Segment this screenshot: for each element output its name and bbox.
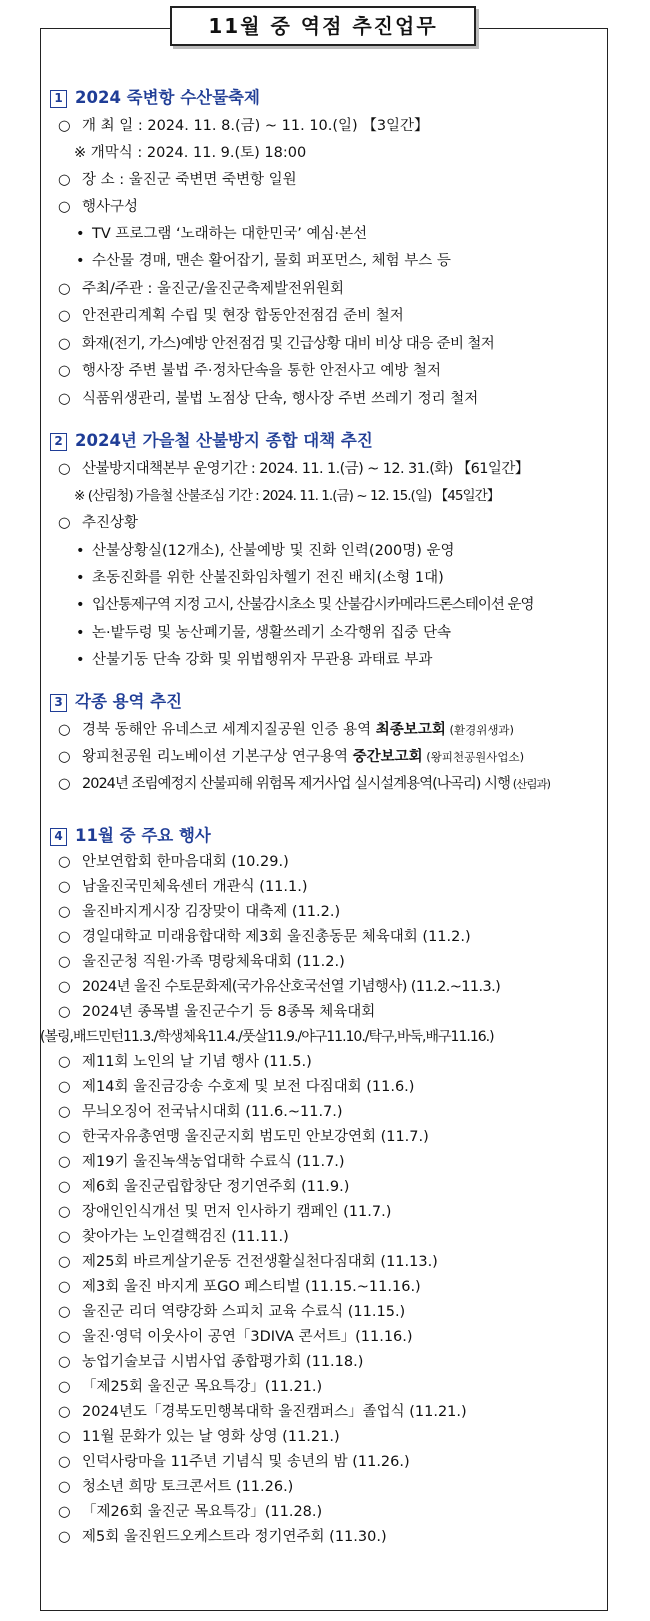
list-item-text: 울진·영덕 이웃사이 공연「3DIVA 콘서트」(11.16.) (82, 1329, 413, 1345)
list-item-text: 2024년도「경북도민행복대학 울진캠퍼스」졸업식 (11.21.) (82, 1404, 467, 1420)
list-item-text: 화재(전기, 가스)예방 안전점검 및 긴급상황 대비 비상 대응 준비 철저 (82, 336, 495, 352)
circle-marker: ○ (58, 1079, 71, 1095)
circle-marker: ○ (58, 1004, 71, 1020)
section-heading (50, 431, 373, 451)
bullet-marker: • (76, 625, 85, 641)
list-item-text: 추진상황 (82, 515, 139, 531)
list-item-note: (환경위생과) (445, 723, 515, 737)
list-item (58, 513, 138, 533)
list-item-text: 제14회 울진금강송 수호제 및 보전 다짐대회 (11.6.) (82, 1079, 415, 1095)
circle-marker: ○ (58, 461, 71, 477)
circle-marker: ○ (58, 172, 71, 188)
list-item-text: 제5회 울진윈드오케스트라 정기연주회 (11.30.) (82, 1529, 387, 1545)
circle-marker: ○ (58, 1454, 71, 1470)
list-item-text: 찾아가는 노인결핵검진 (11.11.) (82, 1229, 289, 1245)
circle-marker: ○ (58, 722, 71, 738)
list-item-text: 울진바지게시장 김장맞이 대축제 (11.2.) (82, 904, 341, 920)
circle-marker: ○ (58, 979, 71, 995)
note-item (74, 143, 306, 163)
list-item-text: 울진군청 직원·가족 명랑체육대회 (11.2.) (82, 954, 345, 970)
circle-marker: ○ (58, 1379, 71, 1395)
section-number: 4 (50, 828, 67, 846)
list-item-text: 제25회 바르게살기운동 건전생활실천다짐대회 (11.13.) (82, 1254, 438, 1270)
list-item-text: 개 최 일 : 2024. 11. 8.(금) ~ 11. 10.(일) 【3일간】 (82, 118, 429, 134)
list-item (58, 1002, 375, 1022)
bullet-marker: • (76, 226, 85, 242)
list-item (58, 720, 514, 740)
list-item (58, 1452, 410, 1472)
list-item-text: 인덕사랑마을 11주년 기념식 및 송년의 밤 (11.26.) (82, 1454, 410, 1470)
list-item-text: 장애인인식개선 및 먼저 인사하기 캠페인 (11.7.) (82, 1204, 392, 1220)
bullet-item (76, 568, 444, 588)
list-item-text: 제6회 울진군립합창단 정기연주회 (11.9.) (82, 1179, 350, 1195)
circle-marker: ○ (58, 391, 71, 407)
list-item (58, 1377, 322, 1397)
circle-marker: ○ (58, 1329, 71, 1345)
list-item-text: 2024년 울진 수토문화제(국가유산호국선열 기념행사) (11.2.~11.3.) (82, 979, 501, 995)
list-item (58, 1052, 312, 1072)
list-item-text: 장 소 : 울진군 죽변면 죽변항 일원 (82, 172, 297, 188)
list-item (58, 1352, 363, 1372)
list-item-text: 제11회 노인의 날 기념 행사 (11.5.) (82, 1054, 312, 1070)
page-title: 11월 중 역점 추진업무 (170, 6, 476, 46)
list-item-continuation (40, 1027, 494, 1047)
list-item (58, 306, 404, 326)
bullet-item-text: 입산통제구역 지정 고시, 산불감시초소 및 산불감시카메라드론스테이션 운영 (92, 597, 534, 613)
list-item-text: 제3회 울진 바지게 포GO 페스티벌 (11.15.~11.16.) (82, 1279, 421, 1295)
list-item-text: 농업기술보급 시범사업 종합평가회 (11.18.) (82, 1354, 364, 1370)
circle-marker: ○ (58, 879, 71, 895)
section-number: 1 (50, 90, 67, 108)
list-item (58, 774, 550, 794)
section-heading-text: 각종 용역 추진 (75, 692, 183, 711)
bullet-item-text: 초동진화를 위한 산불진화임차헬기 전진 배치(소형 1대) (92, 570, 444, 586)
bullet-item-text: 산불기동 단속 강화 및 위법행위자 무관용 과태료 부과 (92, 652, 433, 668)
bullet-item-text: 논·밭두렁 및 농산폐기물, 생활쓰레기 소각행위 집중 단속 (92, 625, 452, 641)
circle-marker: ○ (58, 1529, 71, 1545)
list-item (58, 877, 308, 897)
circle-marker: ○ (58, 1404, 71, 1420)
section-number: 3 (50, 694, 67, 712)
list-item (58, 279, 344, 299)
list-item (58, 1302, 405, 1322)
list-item (58, 1227, 289, 1247)
bullet-marker: • (76, 570, 85, 586)
list-item-text: 안전관리계획 수립 및 현장 합동안전점검 준비 철저 (82, 308, 404, 324)
bullet-item (76, 541, 455, 561)
list-item (58, 459, 529, 479)
list-item (58, 902, 340, 922)
list-item (58, 852, 289, 872)
list-item-text: 2024년 조림예정지 산불피해 위험목 제거사업 실시설계용역(나곡리) 시행 (82, 776, 511, 792)
circle-marker: ○ (58, 1479, 71, 1495)
list-item-text: 제19기 울진녹색농업대학 수료식 (11.7.) (82, 1154, 345, 1170)
bullet-item (76, 623, 451, 643)
list-item (58, 1077, 414, 1097)
note-item (74, 486, 499, 506)
circle-marker: ○ (58, 1304, 71, 1320)
list-item (58, 1527, 387, 1547)
circle-marker: ○ (58, 118, 71, 134)
section-heading-text: 2024년 가을철 산불방지 종합 대책 추진 (75, 431, 373, 450)
circle-marker: ○ (58, 281, 71, 297)
bullet-item (76, 650, 432, 670)
list-item (58, 389, 478, 409)
circle-marker: ○ (58, 1129, 71, 1145)
bullet-item-text: 산불상황실(12개소), 산불예방 및 진화 인력(200명) 운영 (92, 543, 455, 559)
circle-marker: ○ (58, 904, 71, 920)
bullet-marker: • (76, 652, 85, 668)
circle-marker: ○ (58, 749, 71, 765)
list-item-text: 행사구성 (82, 199, 139, 215)
circle-marker: ○ (58, 1204, 71, 1220)
list-item-text: 청소년 희망 토크콘서트 (11.26.) (82, 1479, 294, 1495)
list-item (58, 1252, 438, 1272)
circle-marker: ○ (58, 1054, 71, 1070)
list-item (58, 1177, 349, 1197)
circle-marker: ○ (58, 929, 71, 945)
list-item (58, 116, 429, 136)
list-item-text: 행사장 주변 불법 주·정차단속을 통한 안전사고 예방 철저 (82, 363, 442, 379)
list-item-text: (볼링,배드민턴11.3./학생체육11.4./풋살11.9./야구11.10./탁구,바둑,배구11.16.) (40, 1029, 494, 1045)
list-item-text: 울진군 리더 역량강화 스피치 교육 수료식 (11.15.) (82, 1304, 406, 1320)
circle-marker: ○ (58, 308, 71, 324)
section-heading (50, 692, 182, 712)
list-item (58, 1127, 429, 1147)
list-item (58, 1427, 340, 1447)
circle-marker: ○ (58, 336, 71, 352)
list-item (58, 1502, 322, 1522)
list-item-text: 무늬오징어 전국낚시대회 (11.6.~11.7.) (82, 1104, 343, 1120)
circle-marker: ○ (58, 954, 71, 970)
list-item-emphasis: 최종보고회 (375, 722, 446, 738)
list-item-text: 경일대학교 미래융합대학 제3회 울진총동문 체육대회 (11.2.) (82, 929, 471, 945)
list-item (58, 927, 471, 947)
list-item-note: (산림과) (510, 777, 551, 791)
circle-marker: ○ (58, 854, 71, 870)
bullet-marker: • (76, 253, 85, 269)
circle-marker: ○ (58, 515, 71, 531)
bullet-marker: • (76, 543, 85, 559)
circle-marker: ○ (58, 1254, 71, 1270)
list-item (58, 334, 494, 354)
circle-marker: ○ (58, 1279, 71, 1295)
list-item-text: 「제26회 울진군 목요특강」(11.28.) (82, 1504, 323, 1520)
list-item-text: 2024년 종목별 울진군수기 등 8종목 체육대회 (82, 1004, 376, 1020)
section-number: 2 (50, 433, 67, 451)
list-item (58, 170, 297, 190)
circle-marker: ○ (58, 1179, 71, 1195)
list-item-text: 한국자유총연맹 울진군지회 범도민 안보강연회 (11.7.) (82, 1129, 429, 1145)
list-item (58, 977, 500, 997)
list-item-note: (왕피천공원사업소) (422, 750, 525, 764)
list-item (58, 1402, 467, 1422)
list-item-text: 왕피천공원 리노베이션 기본구상 연구용역 (82, 749, 353, 765)
circle-marker: ○ (58, 1504, 71, 1520)
list-item-text: 11월 문화가 있는 날 영화 상영 (11.21.) (82, 1429, 340, 1445)
list-item-text: 「제25회 울진군 목요특강」(11.21.) (82, 1379, 323, 1395)
list-item-text: 주최/주관 : 울진군/울진군축제발전위원회 (82, 281, 344, 297)
circle-marker: ○ (58, 199, 71, 215)
list-item (58, 952, 345, 972)
list-item-emphasis: 중간보고회 (352, 749, 423, 765)
circle-marker: ○ (58, 1104, 71, 1120)
note-item-text: ※ (산림청) 가을철 산불조심 기간 : 2024. 11. 1.(금) ~ 12. 15.(일) 【45일간】 (74, 488, 500, 504)
list-item-text: 남울진국민체육센터 개관식 (11.1.) (82, 879, 308, 895)
list-item (58, 1277, 421, 1297)
section-heading (50, 88, 260, 108)
list-item (58, 1202, 391, 1222)
bullet-item-text: TV 프로그램 ‘노래하는 대한민국’ 예심·본선 (92, 226, 368, 242)
section-heading-text: 11월 중 주요 행사 (75, 826, 211, 845)
list-item (58, 1102, 343, 1122)
list-item (58, 1152, 345, 1172)
list-item-text: 안보연합회 한마음대회 (10.29.) (82, 854, 289, 870)
circle-marker: ○ (58, 363, 71, 379)
bullet-item (76, 224, 367, 244)
bullet-item (76, 595, 534, 615)
list-item-text: 식품위생관리, 불법 노점상 단속, 행사장 주변 쓰레기 정리 철저 (82, 391, 479, 407)
list-item (58, 197, 138, 217)
circle-marker: ○ (58, 776, 70, 792)
list-item (58, 1327, 413, 1347)
bullet-item (76, 251, 451, 271)
note-item-text: ※ 개막식 : 2024. 11. 9.(토) 18:00 (74, 145, 307, 161)
list-item (58, 747, 524, 767)
section-heading-text: 2024 죽변항 수산물축제 (75, 88, 260, 107)
circle-marker: ○ (58, 1354, 71, 1370)
list-item (58, 1477, 293, 1497)
bullet-item-text: 수산물 경매, 맨손 활어잡기, 물회 퍼포먼스, 체험 부스 등 (92, 253, 451, 269)
circle-marker: ○ (58, 1229, 71, 1245)
section-heading (50, 826, 211, 846)
list-item (58, 361, 441, 381)
circle-marker: ○ (58, 1429, 71, 1445)
circle-marker: ○ (58, 1154, 71, 1170)
bullet-marker: • (76, 597, 84, 613)
list-item-text: 경북 동해안 유네스코 세계지질공원 인증 용역 (82, 722, 376, 738)
list-item-text: 산불방지대책본부 운영기간 : 2024. 11. 1.(금) ~ 12. 31.(화) 【61일간】 (82, 461, 529, 477)
